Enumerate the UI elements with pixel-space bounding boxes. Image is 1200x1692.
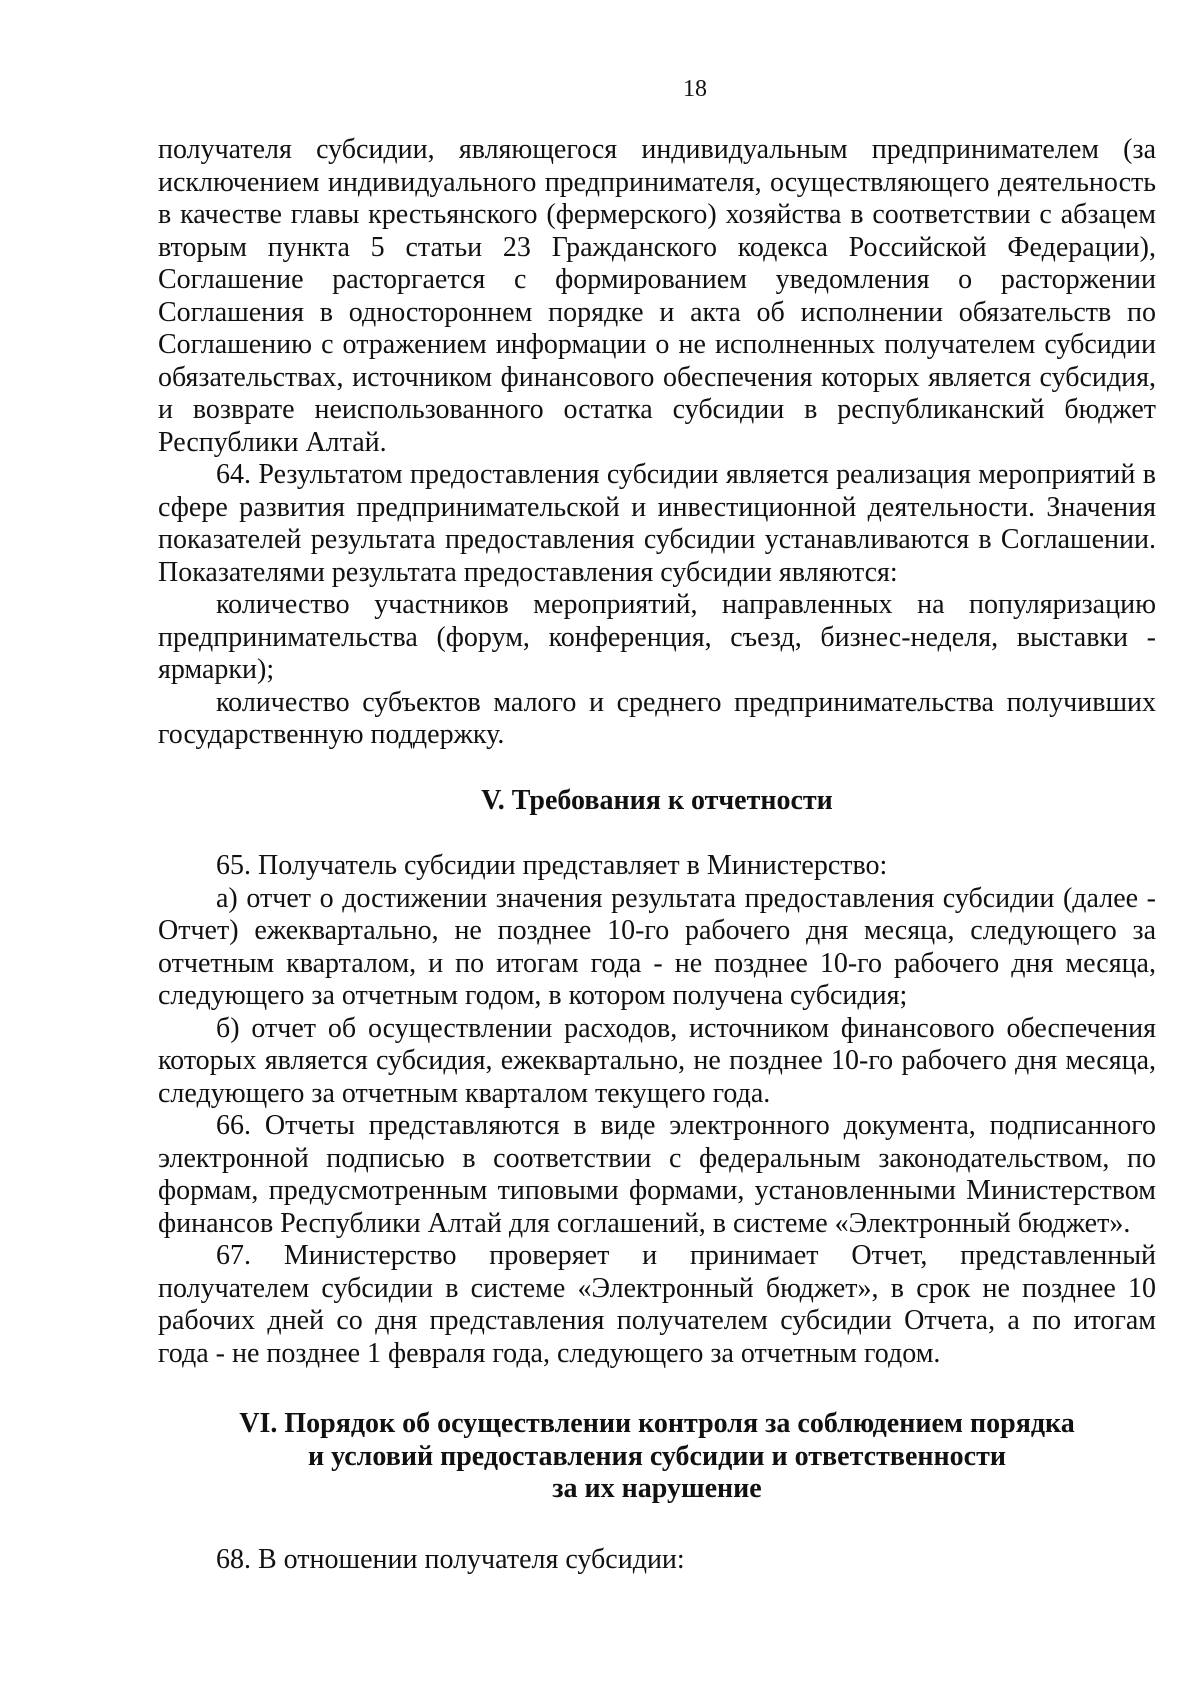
paragraph-66: 66. Отчеты представляются в виде электронного документа, подписанного электронной подписью в соответствии с федеральным законодательством, по формам, предусмотренным типовыми формами, установленными Министерством финансов Республики Алтай для соглашений, в системе «Электронный бюджет». [158,1110,1156,1239]
section-vi-heading-line-1: VI. Порядок об осуществлении контроля за соблюдением порядка [239,1408,1075,1439]
section-vi-heading-line-2: и условий предоставления субсидии и ответственности [307,1440,1006,1472]
paragraph-indicator-1: количество участников мероприятий, направленных на популяризацию предпринимательства (форум, конференция, съезд, бизнес-неделя, выставки - ярмарки); [158,589,1156,685]
section-vi-heading [217,1408,1097,1506]
paragraph-continuation: получателя субсидии, являющегося индивидуальным предпринимателем (за исключением индивидуального предпринимателя, осуществляющего деятельность в качестве главы крестьянского (фермерского) хозяйства в соответствии с абзацем вторым пункта 5 статьи 23 Гражданского кодекса Российской Федерации), Соглашение расторгается с формированием уведомления о расторжении Соглашения в одностороннем порядке и акта об исполнении обязательств по Соглашению с отражением информации о не исполненных получателем субсидии обязательствах, источником финансового обеспечения которых является субсидия, и возврате неиспользованного остатка субсидии в республиканский бюджет Республики Алтай. [158,134,1156,458]
paragraph-65: 65. Получатель субсидии представляет в Министерство: [216,850,888,881]
paragraph-indicator-2: количество субъектов малого и среднего предпринимательства получивших государственную поддержку. [158,686,1156,750]
section-v-heading: V. Требования к отчетности [481,784,833,816]
paragraph-65-a: а) отчет о достижении значения результата предоставления субсидии (далее - Отчет) ежеквартально, не позднее 10-го рабочего дня месяца, следующего за отчетным кварталом, и по итогам года - не позднее 10-го рабочего дня месяца, следующего за отчетным годом, в котором получена субсидия; [158,882,1156,1011]
paragraph-67: 67. Министерство проверяет и принимает Отчет, представленный получателем субсидии в системе «Электронный бюджет», в срок не позднее 10 рабочих дней со дня представления получателем субсидии Отчета, а по итогам года - не позднее 1 февраля года, следующего за отчетным годом. [158,1240,1156,1369]
document-body [158,134,1156,1576]
paragraph-64: 64. Результатом предоставления субсидии является реализация мероприятий в сфере развития предпринимательской и инвестиционной деятельности. Значения показателей результата предоставления субсидии устанавливаются в Соглашении. Показателями результата предоставления субсидии являются: [158,459,1156,588]
section-vi-heading-line-3: за их нарушение [552,1473,762,1504]
page-number: 18 [683,76,707,102]
paragraph-68: 68. В отношении получателя субсидии: [216,1543,685,1575]
paragraph-65-b: б) отчет об осуществлении расходов, источником финансового обеспечения которых является субсидия, ежеквартально, не позднее 10-го рабочего дня месяца, следующего за отчетным кварталом текущего года. [158,1012,1156,1109]
